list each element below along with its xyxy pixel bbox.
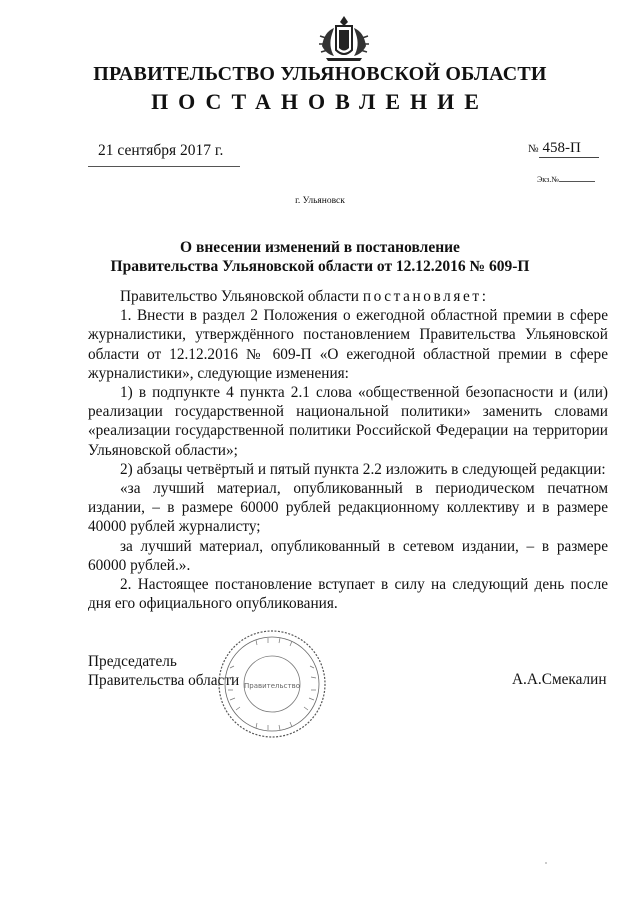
- number-sign: №: [528, 143, 539, 155]
- quote-paragraph-2: за лучший материал, опубликованный в сетевом издании, – в размере 60000 рублей.».: [88, 537, 608, 574]
- stamp-center-text: Правительство: [244, 682, 300, 690]
- paragraph-1-2: 2) абзацы четвёртый и пятый пункта 2.2 изложить в следующей редакции:: [120, 460, 606, 478]
- document-city: г. Ульяновск: [295, 196, 345, 206]
- date-underline: [88, 166, 240, 167]
- document-number: 458-П: [539, 140, 599, 158]
- position-line-2: Правительства области: [88, 672, 240, 689]
- quote-paragraph-1: «за лучший материал, опубликованный в периодическом печатном издании, – в размере 60000 рублей редакционному коллективу и в размере 40000 рублей журналисту;: [88, 480, 608, 536]
- copy-label: Экз.№: [537, 175, 559, 184]
- copy-number-field: [537, 175, 595, 184]
- official-seal-stamp: [216, 628, 328, 740]
- intro-resolves: постановляет:: [362, 288, 489, 305]
- intro-prefix: Правительство Ульяновской области: [120, 288, 359, 305]
- position-line-1: Председатель: [88, 653, 177, 670]
- title-line-2: Правительства Ульяновской области от 12.12.2016 № 609-П: [110, 258, 530, 275]
- document-type: ПОСТАНОВЛЕНИЕ: [151, 89, 489, 114]
- document-number-field: [528, 140, 599, 158]
- document-body: [88, 287, 608, 613]
- signatory-name: А.А.Смекалин: [512, 671, 607, 688]
- document-date: 21 сентября 2017 г.: [98, 142, 224, 159]
- intro-paragraph: [88, 287, 608, 306]
- paragraph-2: 2. Настоящее постановление вступает в силу на следующий день после дня его официального опубликования.: [88, 576, 608, 613]
- document-title: [0, 238, 640, 276]
- paragraph-1: 1. Внести в раздел 2 Положения о ежегодной областной премии в сфере журналистики, утверждённого постановлением Правительства Ульяновской области от 12.12.2016 № 609-П «О ежегодной областной премии в сфере журналистики», следующие изменения:: [88, 307, 608, 382]
- coat-of-arms-icon: [316, 12, 372, 64]
- paragraph-1-1: 1) в подпункте 4 пункта 2.1 слова «общественной безопасности и (или) реализации государственной национальной политики» заменить словами «реализации государственной политики Российской Федерации на территории Ульяновской области»;: [88, 384, 608, 459]
- copy-underline: [559, 181, 595, 182]
- organization-name: ПРАВИТЕЛЬСТВО УЛЬЯНОВСКОЙ ОБЛАСТИ: [93, 63, 547, 85]
- scan-speck: [545, 862, 547, 864]
- title-line-1: О внесении изменений в постановление: [180, 239, 460, 256]
